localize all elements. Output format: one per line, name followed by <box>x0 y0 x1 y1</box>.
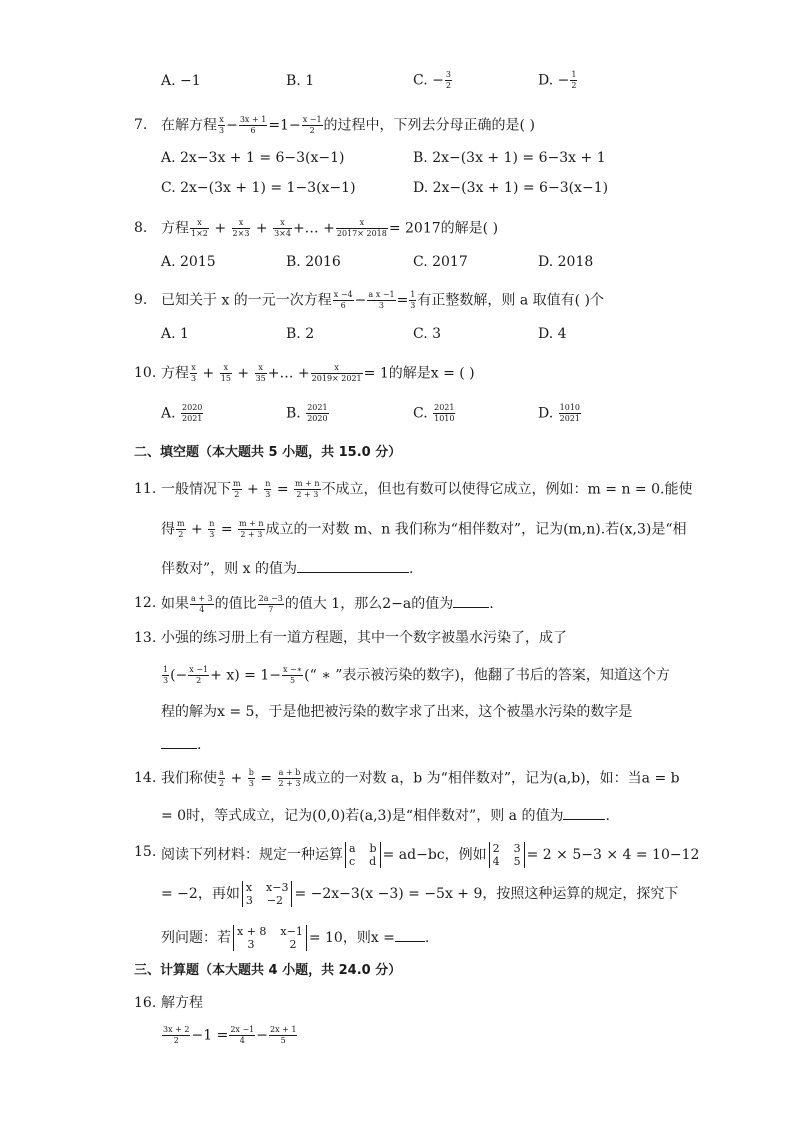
q10-option-b: B. $\frac{2021}{2020}$ <box>286 403 328 423</box>
q9-option-c: C. 3 <box>413 326 442 342</box>
question-15-line-1: 阅读下列材料：规定一种运算 a b c d = ad−bc，例如 2 3 4 5 = 2 × 5−3 × 4 = 10−12 <box>161 842 700 868</box>
question-number: 10. <box>134 365 157 381</box>
question-14-line-2: = 0时，等式成立，记为(0,0)若(a,3)是“相伴数对”，则 a 的值为 . <box>161 805 610 826</box>
question-number: 16. <box>134 995 157 1011</box>
question-number: 13. <box>134 630 157 646</box>
question-number: 14. <box>134 770 157 786</box>
answer-blank[interactable] <box>563 805 605 820</box>
question-8-stem: 方程 $\frac{x}{1\times 2}$ + $\frac{x}{2\times 3}$ + $\frac{x}{3\times 4}$ +… + $\frac{x}{2017\times 2018}$ = 2017的解是( ) <box>161 218 499 238</box>
question-number: 15. <box>134 844 157 860</box>
question-number: 11. <box>134 481 157 497</box>
question-number: 9. <box>134 292 148 308</box>
question-16-equation: $\frac{3x + 2}{2}$ −1 = $\frac{2x -1}{4}$ − $\frac{2x + 1}{5}$ <box>163 1025 297 1045</box>
question-10-stem: 方程 $\frac{x}{3}$ + $\frac{x}{15}$ + $\frac{x}{35}$ +… + $\frac{x}{2019\times 2021}$ = 1的解是x = ( ) <box>161 363 475 383</box>
question-12-stem: 如果 $\frac{a + 3}{4}$ 的值比 $\frac{2a -3}{7}$ 的值大 1，那么2−a的值为 . <box>161 593 494 614</box>
question-number: 8. <box>134 220 148 236</box>
question-13-line-1: 小强的练习册上有一道方程题，其中一个数字被墨水污染了，成了 <box>161 630 567 646</box>
question-7-stem: 在解方程 $\frac{x}{3}$ − $\frac{3x + 1}{6}$ =1− $\frac{x -1}{2}$ 的过程中，下列去分母正确的是( ) <box>161 115 535 135</box>
q8-option-d: D. 2018 <box>538 254 594 270</box>
q8-option-b: B. 2016 <box>286 254 341 270</box>
q9-option-d: D. 4 <box>538 326 567 342</box>
question-11-line-3: 伴数对”，则 x 的值为 . <box>161 558 413 579</box>
answer-blank[interactable] <box>161 734 197 749</box>
q7-option-c: C. 2x−(3x + 1) = 1−3(x−1) <box>161 180 356 196</box>
q6-option-c: C. − $\frac{3}{2}$ <box>413 70 451 90</box>
question-11-line-2: 得 $\frac{m}{2}$ + $\frac{n}{3}$ = $\frac{m + n}{2 + 3}$ 成立的一对数 m、n 我们称为“相伴数对”，记为(m,n).若(x,3)是“相 <box>161 519 687 539</box>
answer-blank[interactable] <box>297 558 409 573</box>
q9-option-a: A. 1 <box>161 326 189 342</box>
q7-option-a: A. 2x−3x + 1 = 6−3(x−1) <box>161 150 345 166</box>
question-13-line-4: . <box>161 734 201 755</box>
question-13-line-2: $\frac{1}{3}$ (− $\frac{x -1}{2}$ + x) = 1− $\frac{x -∗}{5}$ (“ ∗ ”表示被污染的数字)，他翻了书后的答案，知道这个方 <box>163 665 670 685</box>
question-14-line-1: 我们称使 $\frac{a}{2}$ + $\frac{b}{3}$ = $\frac{a + b}{2 + 3}$ 成立的一对数 a，b 为“相伴数对”，记为(a,b)，如：当a = b <box>161 768 680 788</box>
q9-option-b: B. 2 <box>286 326 315 342</box>
q6-option-d: D. − $\frac{1}{2}$ <box>538 70 577 90</box>
question-15-line-3: 列问题：若 x + 8 x−1 3 2 = 10，则x = . <box>161 925 430 951</box>
question-16-stem: 解方程 <box>161 995 203 1011</box>
answer-blank[interactable] <box>453 593 489 608</box>
question-number: 12. <box>134 595 157 611</box>
q8-option-c: C. 2017 <box>413 254 468 270</box>
answer-blank[interactable] <box>395 927 425 942</box>
question-13-line-3: 程的解为x = 5，于是他把被污染的数字求了出来，这个被墨水污染的数字是 <box>161 704 633 720</box>
section-heading-calculation: 三、计算题（本大题共 4 小题，共 24.0 分） <box>134 963 402 978</box>
question-11-line-1: 一般情况下 $\frac{m}{2}$ + $\frac{n}{3}$ = $\frac{m + n}{2 + 3}$ 不成立，但也有数可以使得它成立，例如：m = n = 0.能使 <box>161 479 693 499</box>
section-heading-fill-in: 二、填空题（本大题共 5 小题，共 15.0 分） <box>134 445 402 460</box>
q7-option-d: D. 2x−(3x + 1) = 6−3(x−1) <box>413 180 609 196</box>
q10-option-a: A. $\frac{2020}{2021}$ <box>161 403 203 423</box>
question-number: 7. <box>134 117 148 133</box>
question-15-line-2: = −2，再如 x x−3 3 −2 = −2x−3(x −3) = −5x + 9，按照这种运算的规定，探究下 <box>161 881 679 907</box>
q6-option-b: B. 1 <box>286 73 315 89</box>
q7-option-b: B. 2x−(3x + 1) = 6−3x + 1 <box>413 150 606 166</box>
question-9-stem: 已知关于 x 的一元一次方程 $\frac{x -4}{6}$ − $\frac{\text{a x −1}}{3}$ = $\frac{1}{3}$ 有正整数解，则 a 取值有( )个 <box>161 290 605 310</box>
q6-option-a: A. −1 <box>161 73 201 89</box>
q10-option-c: C. $\frac{2021}{1010}$ <box>413 403 455 423</box>
q8-option-a: A. 2015 <box>161 254 216 270</box>
q10-option-d: D. $\frac{1010}{2021}$ <box>538 403 580 423</box>
